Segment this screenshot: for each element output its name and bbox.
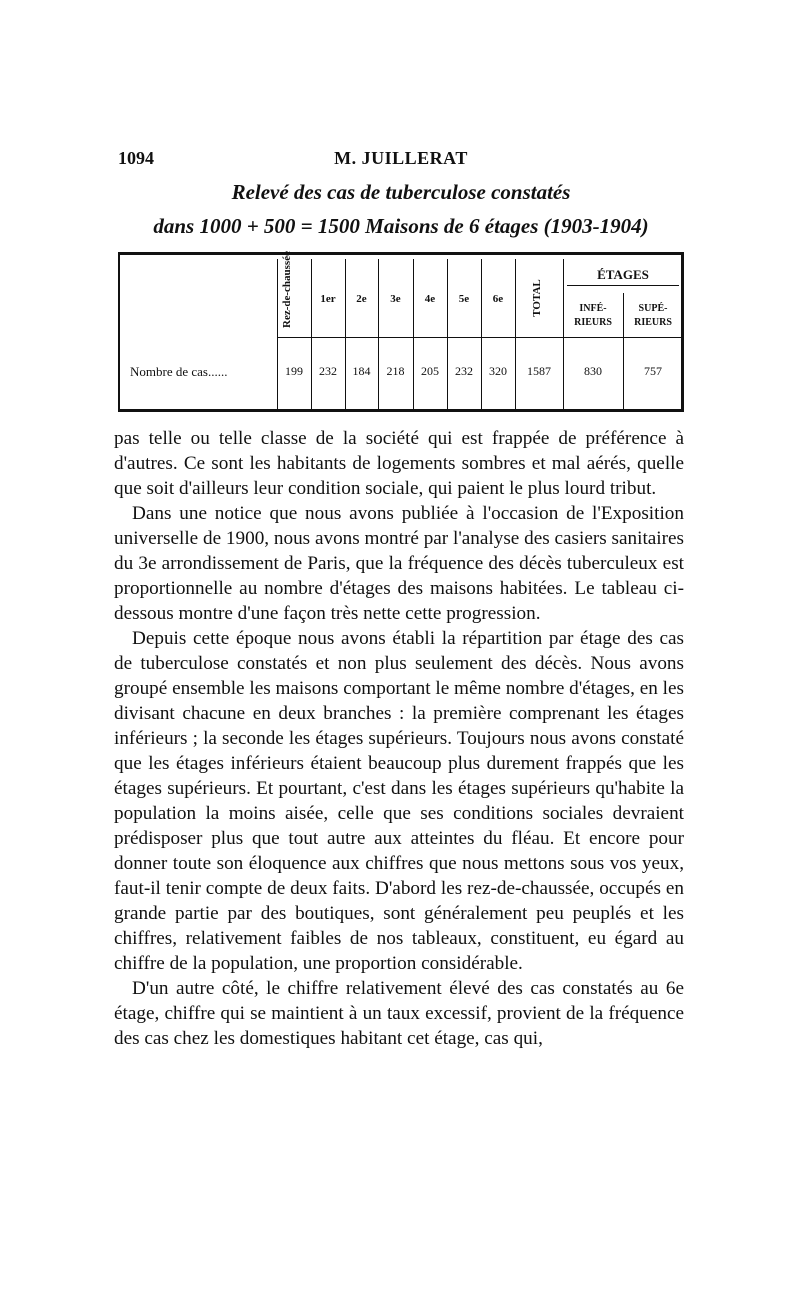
etages-brace-rule — [567, 285, 679, 286]
cell-5e: 232 — [455, 364, 473, 378]
table-rule — [378, 259, 379, 409]
cell-rez-de-chaussee: 199 — [285, 364, 303, 378]
header-rule — [277, 337, 682, 338]
col-1er: 1er — [320, 293, 336, 305]
table-rule — [345, 259, 346, 409]
paragraph: pas telle ou telle classe de la société qui est frappée de préférence à d'autres. Ce sont les habitants de logements sombres et mal aérés, quelle que soit d'ailleurs leur condition sociale, qui paient le plus lourd tribut. — [114, 428, 684, 499]
col-superieurs-line2: RIEURS — [634, 317, 672, 328]
table-title-line-1: Relevé des cas de tuberculose constatés — [231, 180, 571, 204]
cell-4e: 205 — [421, 364, 439, 378]
cell-1er: 232 — [319, 364, 337, 378]
col-inferieurs-line2: RIEURS — [574, 317, 612, 328]
paragraph: D'un autre côté, le chiffre relativement élevé des cas constatés au 6e étage, chiffre qui se maintient à un taux excessif, provient de la fréquence des cas chez les domestiques habitant cet étage, cas qui, — [114, 978, 684, 1049]
col-total: TOTAL — [531, 279, 543, 317]
paragraph: Depuis cette époque nous avons établi la répartition par étage des cas de tuberculose constatés et non plus seulement des décès. Nous avons groupé ensemble les maisons comportant le même nombre d'étages, en les divisant chacune en deux branches : la première comprenant les étages inférieurs ; la seconde les étages supérieurs. Toujours nous avons constaté que les étages inférieurs étaient beaucoup plus durement frappés que les étages supérieurs. Et pourtant, c'est dans les étages supérieurs qu'habite la population la moins aisée, celle que ses conditions sociales devraient prédisposer plus que tout autre aux atteintes du fléau. Et encore pour donner toute son éloquence aux chiffres que nous mettons sous vos yeux, faut-il tenir compte de deux faits. D'abord les rez-de-chaussée, occupés en grande partie par des boutiques, sont généralement peu peuplés et les chiffres, relativement faibles de nos tableaux, constituent, eu égard au chiffre de la population, une proportion considérable. — [114, 628, 684, 974]
col-6e: 6e — [492, 293, 504, 305]
table-rule — [277, 259, 278, 409]
running-head: M. JUILLERAT — [334, 148, 468, 168]
table-rule — [515, 259, 516, 409]
page-number: 1094 — [118, 148, 154, 168]
cell-superieurs: 757 — [644, 364, 662, 378]
table-rule — [447, 259, 448, 409]
cell-2e: 184 — [352, 364, 371, 378]
body-text — [114, 426, 684, 1051]
cell-3e: 218 — [386, 364, 405, 378]
table-rule — [311, 259, 312, 409]
cell-6e: 320 — [489, 364, 507, 378]
paragraph: Dans une notice que nous avons publiée à l'occasion de l'Exposition universelle de 1900, nous avons montré par l'analyse des casiers sanitaires du 3e arrondissement de Paris, que la fréquence des décès tuberculeux est proportionnelle au nombre d'étages des maisons habitées. Le tableau ci-dessous montre d'une façon très nette cette progression. — [114, 503, 684, 624]
page-header — [118, 148, 684, 172]
table-rule — [413, 259, 414, 409]
col-superieurs-line1: SUPÉ- — [638, 303, 668, 314]
table-rule — [481, 259, 482, 409]
col-inferieurs-line1: INFÉ- — [579, 303, 607, 314]
cell-total: 1587 — [527, 364, 551, 378]
col-etages: ÉTAGES — [597, 267, 649, 282]
col-2e: 2e — [356, 293, 367, 305]
col-5e: 5e — [458, 293, 470, 305]
cell-inferieurs: 830 — [584, 364, 602, 378]
col-4e: 4e — [424, 293, 436, 305]
table-title-line-2: dans 1000 + 500 = 1500 Maisons de 6 étages (1903-1904) — [153, 214, 649, 238]
row-label: Nombre de cas...... — [130, 364, 228, 379]
cases-table — [118, 252, 684, 412]
col-3e: 3e — [390, 293, 401, 305]
col-rez-de-chaussee: Rez-de-chaussée — [281, 251, 293, 328]
